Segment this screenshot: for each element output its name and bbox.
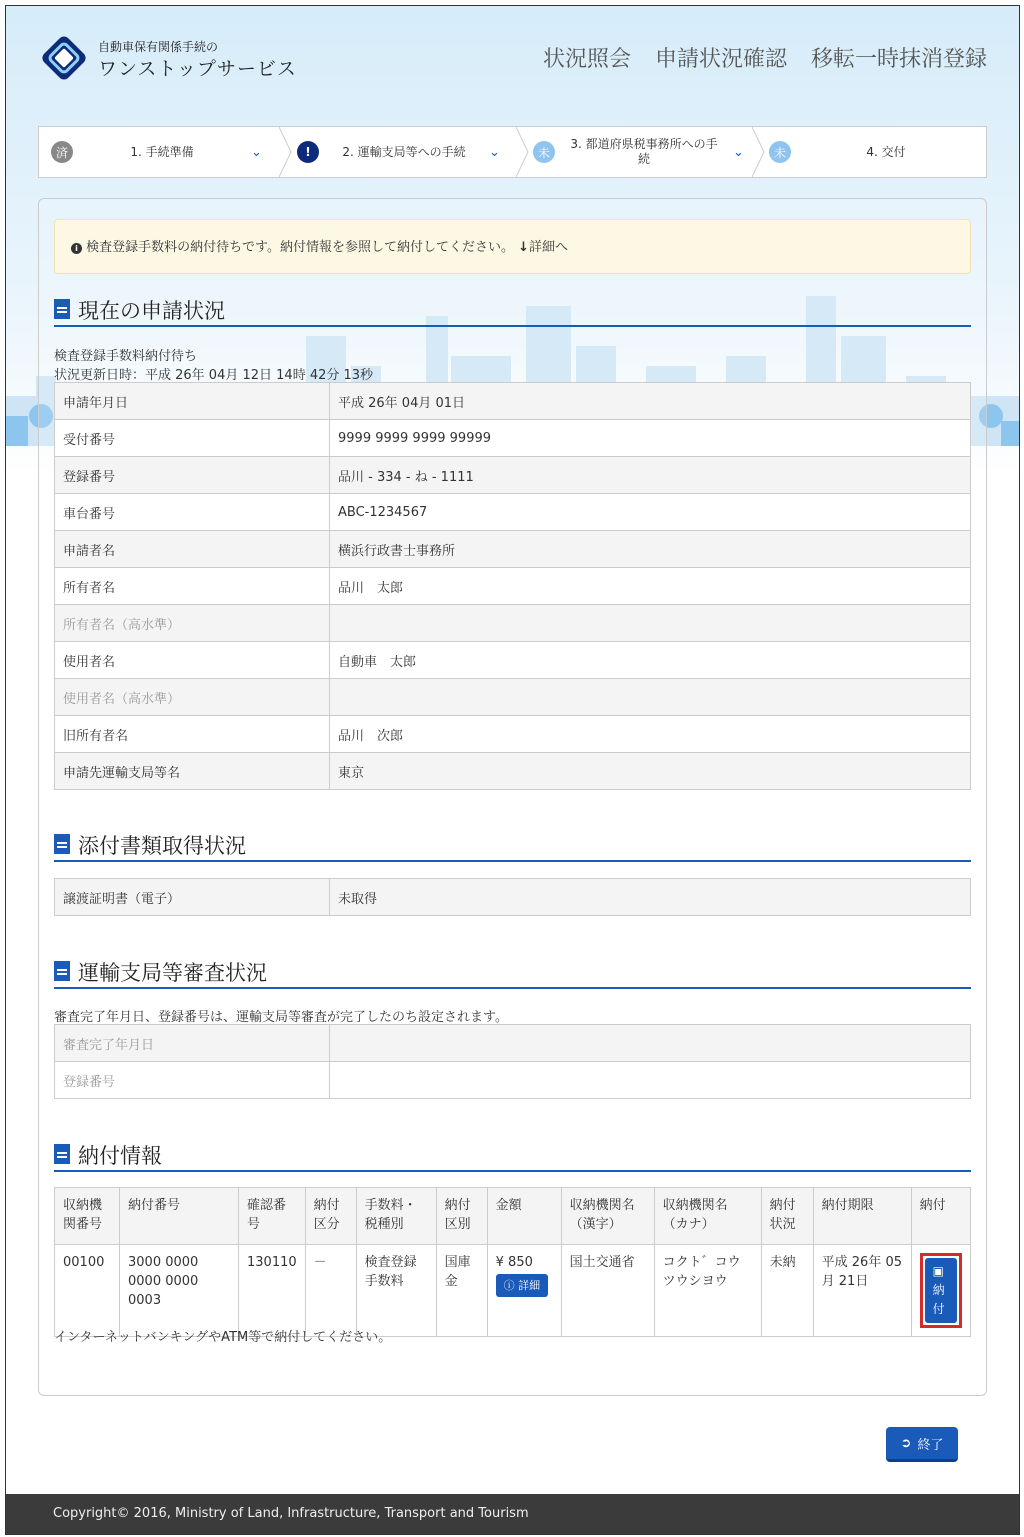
fee-type: 検査登録手数料 <box>356 1245 436 1337</box>
pending-icon: 未 <box>533 141 555 163</box>
section-title: 運輸支局等審査状況 <box>78 961 267 985</box>
org-name-kana: コクト゛コウツウシヨウ <box>654 1245 761 1337</box>
table-row <box>55 420 971 457</box>
section-title: 添付書類取得状況 <box>78 834 246 858</box>
attachments-table <box>54 878 971 916</box>
site-header <box>6 6 1019 116</box>
review-status-table <box>54 1024 971 1099</box>
row-value <box>330 1025 971 1062</box>
end-button[interactable]: ➲ 終了 <box>886 1427 958 1462</box>
payment-deadline: 平成 26年 05月 21日 <box>813 1245 911 1337</box>
service-logo-icon[interactable] <box>38 32 90 84</box>
details-link[interactable]: ↓詳細へ <box>518 240 569 255</box>
logo-title[interactable]: ワンストップサービス <box>98 58 297 80</box>
pay-button-highlight <box>920 1253 962 1328</box>
application-status-table <box>54 382 971 790</box>
current-status-heading <box>54 291 971 327</box>
table-row <box>55 531 971 568</box>
pending-icon: 未 <box>769 141 791 163</box>
step-4 <box>769 127 987 177</box>
table-row <box>55 1025 971 1062</box>
col-header: 納付期限 <box>813 1188 911 1245</box>
chevron-down-icon: ⌄ <box>251 144 262 160</box>
table-row <box>55 605 971 642</box>
org-name-kanji: 国土交通省 <box>561 1245 654 1337</box>
row-label: 旧所有者名 <box>55 716 330 753</box>
chevron-down-icon: ⌄ <box>733 144 744 160</box>
table-row <box>55 1062 971 1099</box>
row-label: 使用者名 <box>55 642 330 679</box>
nav-application-status[interactable]: 申請状況確認 <box>654 47 787 72</box>
row-value: ABC-1234567 <box>330 494 971 531</box>
status-updated-time: 状況更新日時：平成 26年 04月 12日 14時 42分 13秒 <box>54 368 374 383</box>
logo-subtitle: 自動車保有関係手続の <box>98 40 219 54</box>
step-1-label: 1. 手続準備 <box>130 144 194 159</box>
payment-status: 未納 <box>761 1245 813 1337</box>
col-header: 収納機関番号 <box>55 1188 120 1245</box>
sign-out-icon: ➲ <box>900 1435 912 1451</box>
col-header: 納付区別 <box>436 1188 487 1245</box>
pay-button[interactable]: ▣ 納付 <box>925 1258 957 1323</box>
alert-icon: ! <box>297 141 319 163</box>
amount-cell <box>487 1245 561 1337</box>
row-label: 申請年月日 <box>55 383 330 420</box>
step-3-label: 3. 都道府県税事務所への手続 <box>570 137 718 166</box>
col-header: 納付区分 <box>305 1188 356 1245</box>
amount: ¥ 850 <box>495 1255 533 1270</box>
row-label: 申請先運輸支局等名 <box>55 753 330 790</box>
nav-status-inquiry[interactable]: 状況照会 <box>542 47 631 72</box>
review-status-heading <box>54 953 971 989</box>
step-separator <box>752 127 766 177</box>
row-value: 横浜行政書士事務所 <box>330 531 971 568</box>
table-row <box>55 1245 971 1337</box>
info-icon: ⓘ <box>503 1279 515 1292</box>
row-value: 自動車 太郎 <box>330 642 971 679</box>
pay-cell <box>911 1245 970 1337</box>
table-row <box>55 879 971 916</box>
col-header: 納付状況 <box>761 1188 813 1245</box>
document-icon <box>54 834 70 854</box>
table-row <box>55 383 971 420</box>
table-row <box>55 494 971 531</box>
col-header: 収納機関名（漢字） <box>561 1188 654 1245</box>
row-value: 東京 <box>330 753 971 790</box>
row-label: 受付番号 <box>55 420 330 457</box>
document-icon <box>54 961 70 981</box>
table-row <box>55 457 971 494</box>
payment-waiting-alert <box>54 219 971 274</box>
progress-steps <box>38 126 987 178</box>
row-value: 未取得 <box>330 879 971 916</box>
info-icon: i <box>71 243 82 254</box>
row-label: 車台番号 <box>55 494 330 531</box>
step-2-label: 2. 運輸支局等への手続 <box>342 144 466 159</box>
step-4-label: 4. 交付 <box>866 144 906 159</box>
credit-card-icon: ▣ <box>932 1264 944 1278</box>
row-value: 9999 9999 9999 99999 <box>330 420 971 457</box>
confirm-number: 130110 <box>239 1245 306 1337</box>
payment-number: 3000 0000 0000 0000 0003 <box>120 1245 239 1337</box>
step-separator <box>279 127 293 177</box>
row-label: 申請者名 <box>55 531 330 568</box>
document-icon <box>54 299 70 319</box>
col-header: 納付 <box>911 1188 970 1245</box>
table-row <box>55 679 971 716</box>
payment-kubetsu: 国庫金 <box>436 1245 487 1337</box>
chevron-down-icon: ⌄ <box>489 144 500 160</box>
row-value <box>330 1062 971 1099</box>
col-header: 手数料・税種別 <box>356 1188 436 1245</box>
step-1[interactable] <box>51 127 281 177</box>
col-header: 金額 <box>487 1188 561 1245</box>
row-label: 審査完了年月日 <box>55 1025 330 1062</box>
detail-button[interactable]: ⓘ 詳細 <box>496 1274 549 1297</box>
page-frame <box>5 5 1020 1535</box>
table-row <box>55 753 971 790</box>
payment-note: インターネットバンキングやATM等で納付してください。 <box>54 1330 392 1345</box>
step-separator <box>516 127 530 177</box>
col-header: 納付番号 <box>120 1188 239 1245</box>
row-value <box>330 605 971 642</box>
org-number: 00100 <box>55 1245 120 1337</box>
payment-info-heading <box>54 1136 971 1172</box>
row-label: 所有者名 <box>55 568 330 605</box>
step-3[interactable] <box>533 127 755 177</box>
copyright-footer: Copyright© 2016, Ministry of Land, Infrastructure, Transport and Tourism <box>6 1494 1019 1535</box>
payment-table <box>54 1187 971 1337</box>
attachments-heading <box>54 826 971 862</box>
top-navigation <box>543 42 987 73</box>
payment-category: － <box>305 1245 356 1337</box>
row-value: 平成 26年 04月 01日 <box>330 383 971 420</box>
col-header: 収納機関名（カナ） <box>654 1188 761 1245</box>
row-label: 譲渡証明書（電子） <box>55 879 330 916</box>
current-status-text: 検査登録手数料納付待ち <box>54 349 198 364</box>
row-value: 品川 - 334 - ね - 1111 <box>330 457 971 494</box>
payment-table-header <box>55 1188 971 1245</box>
row-value: 品川 太郎 <box>330 568 971 605</box>
row-value: 品川 次郎 <box>330 716 971 753</box>
row-label: 使用者名（高水準） <box>55 679 330 716</box>
table-row <box>55 568 971 605</box>
section-title: 現在の申請状況 <box>78 299 225 323</box>
section-title: 納付情報 <box>78 1144 162 1168</box>
table-row <box>55 716 971 753</box>
row-label: 登録番号 <box>55 1062 330 1099</box>
row-value <box>330 679 971 716</box>
alert-text: 検査登録手数料の納付待ちです。納付情報を参照して納付してください。 <box>86 240 514 255</box>
done-icon: 済 <box>51 141 73 163</box>
row-label: 登録番号 <box>55 457 330 494</box>
arrow-down-icon: ↓ <box>518 240 530 255</box>
row-label: 所有者名（高水準） <box>55 605 330 642</box>
table-row <box>55 642 971 679</box>
document-icon <box>54 1144 70 1164</box>
review-note: 審査完了年月日、登録番号は、運輸支局等審査が完了したのち設定されます。 <box>54 1010 508 1025</box>
nav-transfer-cancel-registration[interactable]: 移転一時抹消登録 <box>810 47 987 72</box>
col-header: 確認番号 <box>239 1188 306 1245</box>
step-2[interactable] <box>297 127 519 177</box>
